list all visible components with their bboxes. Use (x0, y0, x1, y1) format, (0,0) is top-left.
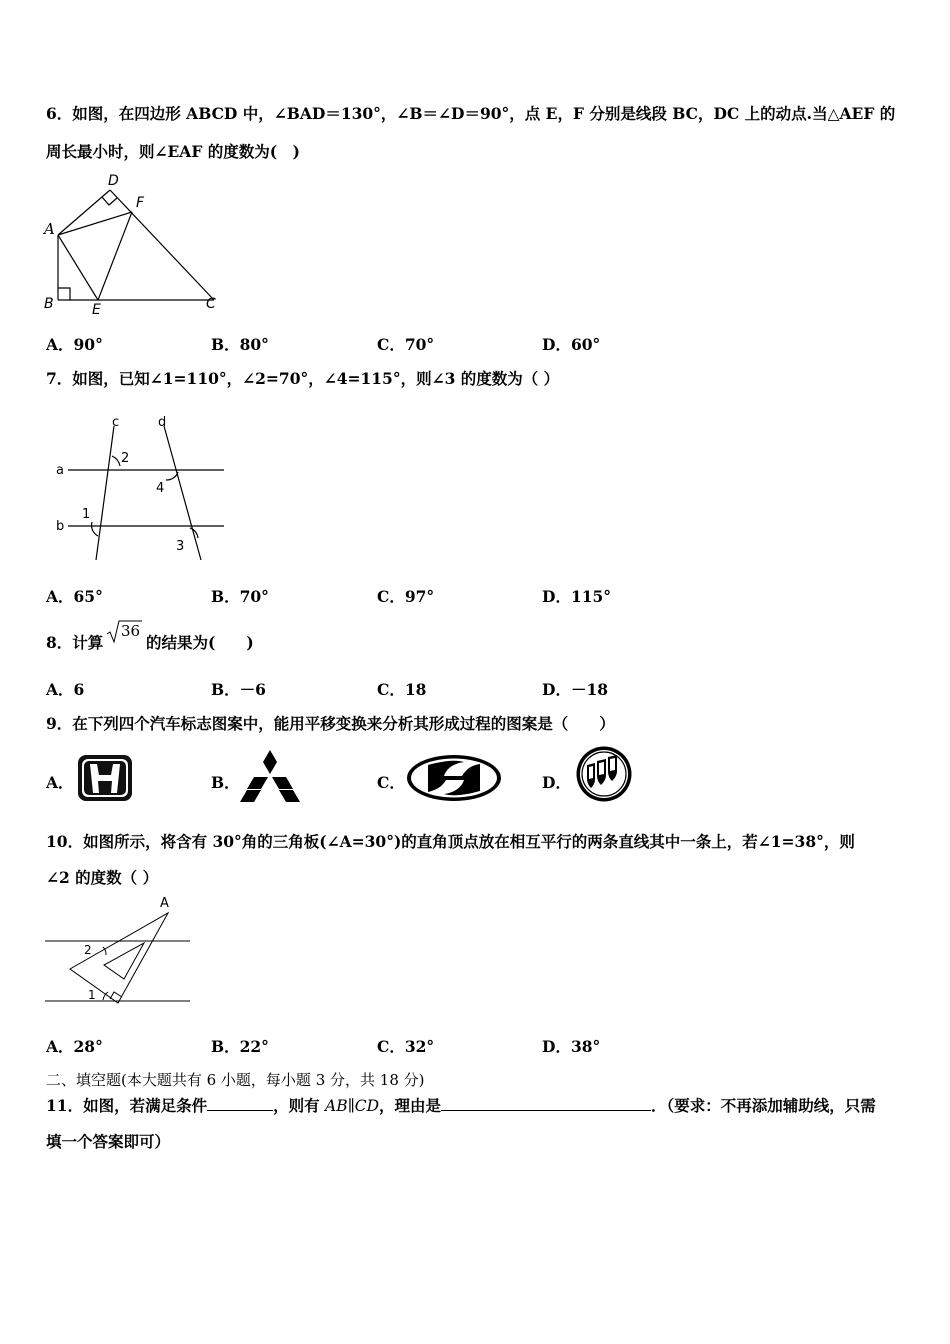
q10-option-a[interactable]: A．28° (46, 1037, 103, 1056)
hyundai-logo-icon (406, 754, 502, 802)
q7-label-4: 4 (156, 481, 165, 496)
q7-label-d: d (158, 415, 167, 430)
q11-part1: 11．如图，若满足条件 (46, 1096, 208, 1115)
q10-label-1: 1 (88, 988, 96, 1002)
q8-option-c[interactable]: C．18 (377, 680, 427, 699)
q6-label-c: C (206, 296, 216, 312)
q8-suffix: 的结果为( ) (146, 633, 254, 652)
q11-line2: 填一个答案即可） (46, 1132, 171, 1151)
q10-option-b[interactable]: B．22° (211, 1037, 269, 1056)
section2-heading: 二、填空题(本大题共有 6 小题，每小题 3 分，共 18 分) (46, 1071, 425, 1089)
q7-option-a[interactable]: A．65° (46, 587, 103, 606)
q6-segment-af (58, 212, 132, 235)
q6-segment-ae (58, 235, 98, 300)
q9-line1: 9．在下列四个汽车标志图案中，能用平移变换来分析其形成过程的图案是（ ） (46, 714, 615, 733)
q7-arc-1 (92, 522, 98, 536)
q11-part2: ，则有 (273, 1096, 320, 1115)
q6-label-a: A (44, 220, 55, 238)
q7-line1: 7．如图，已知∠1=110°，∠2=70°，∠4=115°，则∠3 的度数为（ ） (46, 369, 560, 388)
q10-right-angle (110, 992, 122, 999)
q10-option-c[interactable]: C．32° (377, 1037, 435, 1056)
q6-option-b[interactable]: B．80° (211, 335, 269, 354)
q11-part4: ．（要求：不再添加辅助线，只需 (651, 1096, 876, 1115)
q7-label-3: 3 (176, 539, 185, 554)
q11-math: AB∥CD (325, 1097, 380, 1115)
q6-figure (40, 170, 240, 318)
q10-line1: 10．如图所示，将含有 30°角的三角板(∠A=30°)的直角顶点放在相互平行的两条直线其中一条上，若∠1=38°，则 (46, 832, 855, 851)
q6-line2: 周长最小时，则∠EAF 的度数为( ) (46, 142, 300, 161)
q8-option-b[interactable]: B．－6 (211, 680, 266, 699)
q8-option-a[interactable]: A．6 (46, 680, 85, 699)
honda-logo-icon (76, 753, 134, 803)
buick-logo-icon (575, 745, 633, 803)
q9-option-d[interactable]: D． (542, 773, 571, 792)
q6-option-c[interactable]: C．70° (377, 335, 435, 354)
q7-line-c (96, 426, 114, 560)
q7-label-a: a (56, 463, 64, 478)
q10-figure (40, 893, 200, 1011)
q6-label-d: D (108, 173, 119, 189)
q10-line2: ∠2 的度数（ ） (46, 868, 159, 887)
q9-option-a[interactable]: A． (46, 773, 74, 792)
q7-option-d[interactable]: D．115° (542, 587, 612, 606)
q8-option-d[interactable]: D．－18 (542, 680, 609, 699)
q9-option-b[interactable]: B． (211, 773, 240, 792)
q11-part3: ，理由是 (379, 1096, 442, 1115)
mitsubishi-logo-icon (240, 749, 300, 803)
q11-blank-condition[interactable] (207, 1096, 273, 1111)
q7-arc-2 (112, 456, 120, 466)
q10-triangle-outer (70, 913, 168, 1003)
q6-option-d[interactable]: D．60° (542, 335, 601, 354)
q6-label-e: E (92, 302, 101, 318)
q11-line1 (46, 1094, 876, 1116)
q7-option-c[interactable]: C．97° (377, 587, 435, 606)
q10-triangle-inner (104, 943, 144, 979)
q10-option-d[interactable]: D．38° (542, 1037, 601, 1056)
q6-segment-ef (98, 212, 132, 300)
q7-figure (46, 410, 236, 568)
q6-segment-dc (110, 190, 214, 300)
q7-arc-4 (166, 472, 178, 480)
q9-option-c[interactable]: C． (377, 773, 405, 792)
q8-radicand: 36 (121, 622, 141, 640)
q7-label-c: c (112, 415, 120, 430)
q8-prefix: 8．计算 (46, 633, 104, 652)
q10-label-a: A (160, 896, 169, 911)
q8-sqrt-expression (106, 619, 142, 645)
q6-line1: 6．如图，在四边形 ABCD 中，∠BAD＝130°，∠B＝∠D＝90°，点 E，F 分别是线段 BC，DC 上的动点.当△AEF 的 (46, 104, 896, 123)
q6-option-a[interactable]: A．90° (46, 335, 103, 354)
q6-right-angle-d (102, 197, 117, 205)
q6-right-angle-b (58, 288, 70, 300)
q7-label-2: 2 (121, 451, 130, 466)
q10-label-2: 2 (84, 943, 92, 957)
q6-segment-ad (58, 190, 110, 235)
q6-label-f: F (136, 195, 145, 211)
q7-label-b: b (56, 519, 65, 534)
q7-label-1: 1 (82, 507, 91, 522)
q7-option-b[interactable]: B．70° (211, 587, 269, 606)
q6-label-b: B (44, 296, 54, 312)
q11-blank-reason[interactable] (441, 1096, 651, 1111)
